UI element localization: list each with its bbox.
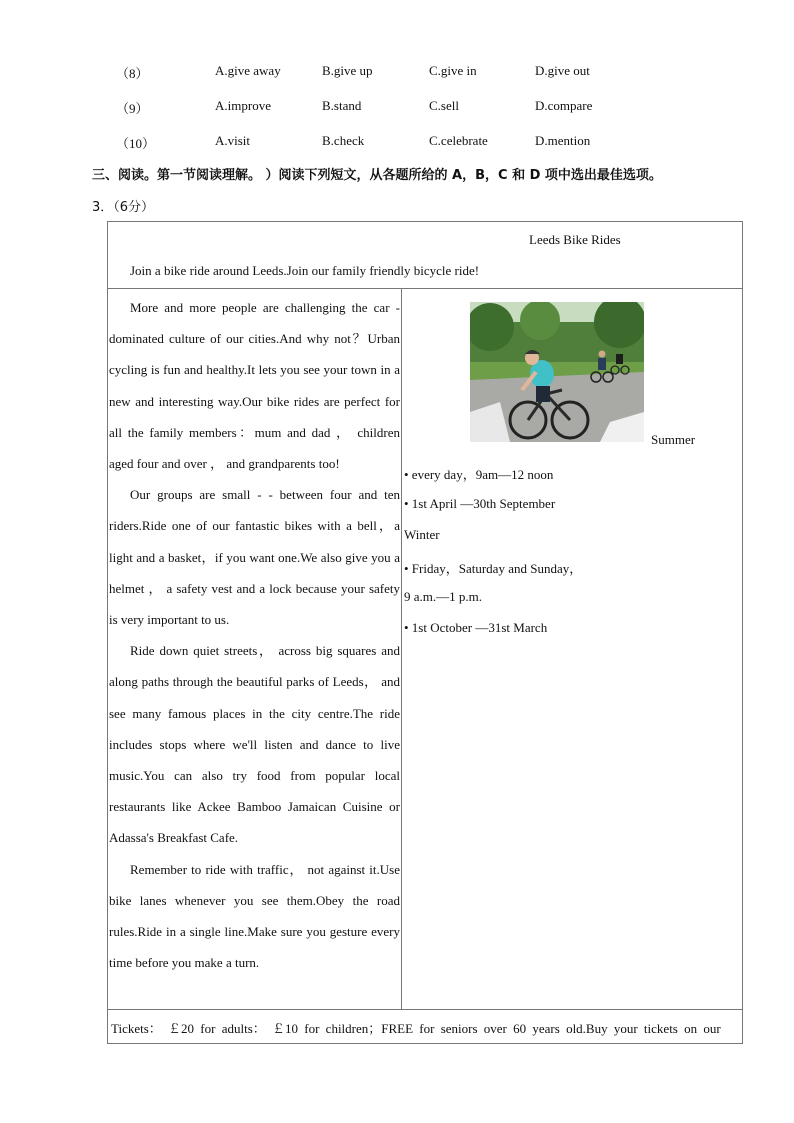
summer-label: Summer (651, 432, 696, 447)
article-table (107, 221, 743, 1044)
winter-days: • Friday，Saturday and Sunday， (404, 561, 583, 576)
cyclist-photo (470, 302, 644, 442)
article-title: Leeds Bike Rides (529, 232, 621, 247)
question-number: （8） (116, 66, 149, 81)
paragraph: More and more people are challenging the car - dominated culture of our cities.And why not？Urban cycling is fun and healthy.It lets you see your town in a new and interesting way.Our bike rides are perfect for all the family members：mum and dad ， children aged four and over ， and grandparents too! (109, 300, 400, 472)
article-subtitle: Join a bike ride around Leeds.Join our family friendly bicycle ride! (130, 263, 480, 278)
question-label: 3．（6分） (92, 200, 155, 215)
option-a: A.improve (215, 98, 271, 113)
option-a: A.give away (215, 63, 281, 78)
winter-dates: • 1st October —31st March (404, 620, 548, 635)
option-b: B.check (322, 133, 365, 148)
option-d: D.compare (535, 98, 593, 113)
option-c: C.sell (429, 98, 459, 113)
paragraph: Our groups are small - - between four and ten riders.Ride one of our fantastic bikes with a bell，a light and a basket，if you want one.We also give you a helmet ， a safety vest and a lock because your safety is very important to us. (109, 487, 400, 628)
option-d: D.mention (535, 133, 591, 148)
option-b: B.stand (322, 98, 362, 113)
summer-days: • every day，9am—12 noon (404, 467, 554, 482)
summer-dates: • 1st April —30th September (404, 496, 556, 511)
question-number: （9） (116, 101, 149, 116)
option-a: A.visit (215, 133, 251, 148)
winter-time: 9 a.m.—1 p.m. (404, 589, 482, 604)
paragraph: Remember to ride with traffic， not against it.Use bike lanes whenever you see them.Obey the road rules.Ride in a single line.Make sure you gesture every time before you make a turn. (109, 861, 400, 971)
question-number: （10） (116, 136, 156, 151)
option-row-10 (0, 133, 794, 155)
option-b: B.give up (322, 63, 373, 78)
option-c: C.celebrate (429, 133, 488, 148)
table-divider (108, 288, 742, 289)
tickets-info: Tickets： ￡20 for adults： ￡10 for children；FREE for seniors over 60 years old.Buy your tickets on our (111, 1021, 721, 1036)
option-d: D.give out (535, 63, 590, 78)
option-row-9 (0, 98, 794, 120)
table-column-divider (401, 288, 402, 1009)
paragraph: Ride down quiet streets， across big squares and along paths through the beautiful parks of Leeds， and see many famous places in the city centre.The ride includes stops where we'll listen and dance to live music.You can also try food from popular local restaurants like Ackee Bamboo Jamaican Cuisine or Adassa's Breakfast Cafe. (109, 643, 400, 846)
option-row-8 (0, 63, 794, 85)
winter-label: Winter (404, 527, 440, 542)
section-title: 三、阅读。第一节阅读理解。 ）阅读下列短文，从各题所给的 A，B，C 和 D 项中选出最佳选项。 (92, 168, 662, 183)
article-body (109, 292, 400, 978)
table-divider (108, 1009, 742, 1010)
option-c: C.give in (429, 63, 477, 78)
